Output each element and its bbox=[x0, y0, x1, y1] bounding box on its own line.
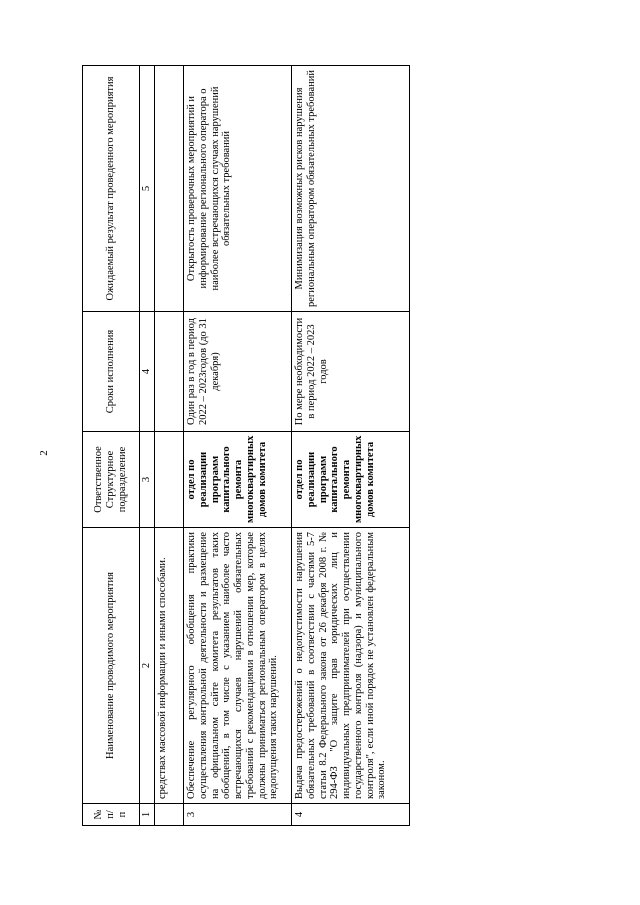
column-number: 2 bbox=[140, 528, 155, 804]
rotated-page-content bbox=[82, 66, 410, 826]
column-number: 4 bbox=[140, 312, 155, 432]
row-name-cell: Выдача предостережений о недопустимости нарушения обязательных требований в соответствии с частями 5-7 статьи 8.2 Федерального закона от 26 декабря 2008 г. № 294-ФЗ "О защите прав юридических лиц и индивидуальных предпринимателей при осуществлении государственного контроля (надзора) и муниципального контроля", если иной порядок не установлен федеральным законом. bbox=[292, 528, 410, 804]
column-number-row bbox=[140, 66, 155, 826]
header-result: Ожидаемый результат проведенного мероприятия bbox=[83, 66, 140, 312]
row-result-cell bbox=[155, 66, 184, 312]
row-name-cell: Обеспечение регулярного обобщения практики осуществления контрольной деятельности и размещение на официальном сайте комитета результатов таких обобщений, в том числе с указанием наиболее часто встречающихся случаев нарушений обязательных требований с рекомендациями в отношении мер, которые должны приниматься региональным оператором в целях недопущения таких нарушений. bbox=[184, 528, 292, 804]
column-number: 1 bbox=[140, 804, 155, 826]
table-row bbox=[184, 66, 292, 826]
row-dept-cell: отдел по реализации программ капитального ремонта многоквартирных домов комитета bbox=[292, 432, 410, 528]
continuation-row bbox=[155, 66, 184, 826]
header-dept: Ответственное Структурное подразделение bbox=[83, 432, 140, 528]
row-result-cell: Открытость проверочных мероприятий и информирование регионального оператора о наиболее встречающихся случаях нарушений обязательных требований bbox=[184, 66, 292, 312]
row-num-cell bbox=[155, 804, 184, 826]
table-row bbox=[292, 66, 410, 826]
row-term-cell bbox=[155, 312, 184, 432]
header-term: Сроки исполнения bbox=[83, 312, 140, 432]
row-term-cell: По мере необходимости в период 2022 – 2023 годов bbox=[292, 312, 410, 432]
page-number: 2 bbox=[38, 450, 50, 456]
row-result-cell: Минимизация возможных рисков нарушения региональным оператором обязательных требований bbox=[292, 66, 410, 312]
header-name: Наименование проводимого мероприятия bbox=[83, 528, 140, 804]
table-header-row bbox=[83, 66, 140, 826]
column-number: 3 bbox=[140, 432, 155, 528]
header-num: № п/п bbox=[83, 804, 140, 826]
measures-table bbox=[82, 65, 410, 826]
column-number: 5 bbox=[140, 66, 155, 312]
row-num-cell: 3 bbox=[184, 804, 292, 826]
row-term-cell: Один раз в год в период 2022 – 2023годов (до 31 декабря) bbox=[184, 312, 292, 432]
row-num-cell: 4 bbox=[292, 804, 410, 826]
row-dept-cell bbox=[155, 432, 184, 528]
row-dept-cell: отдел по реализации программ капитального ремонта многоквартирных домов комитета bbox=[184, 432, 292, 528]
row-name-cell: средствах массовой информации и иными способами. bbox=[155, 528, 184, 804]
